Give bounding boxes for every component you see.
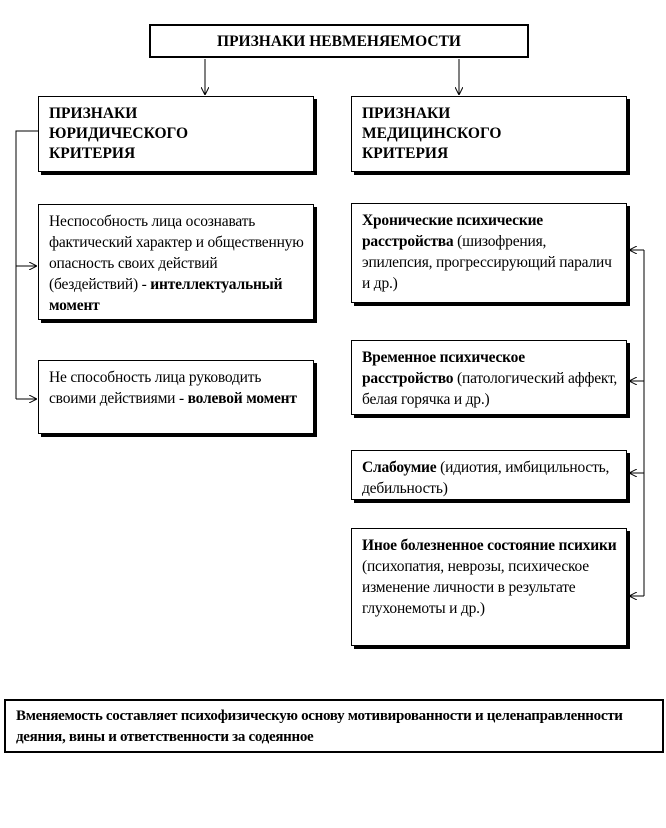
medical-item-text: (идиотия, имбицильность, дебильность) (362, 459, 610, 497)
title-box (149, 24, 529, 58)
medical-item-emphasis: Хронические психические расстройства (362, 212, 543, 250)
medical-item-emphasis: Временное психическое расстройство (362, 349, 525, 387)
medical-item-text: (патологический аффект, белая горячка и др.) (362, 370, 618, 408)
legal-item-emphasis: волевой момент (187, 390, 297, 407)
legal-header-line-2: ЮРИДИЧЕСКОГО (49, 125, 189, 142)
medical-criterion-header-box (351, 96, 627, 172)
footer-note: Вменяемость составляет психофизическую основу мотивированности и целенаправленности деяния, вины и ответственности за содеянное (16, 708, 623, 745)
legal-header-line-1: ПРИЗНАКИ (49, 105, 138, 122)
medical-item-text: (психопатия, неврозы, психическое изменение личности в результате глухонемоты и др.) (362, 558, 589, 617)
legal-criterion-header-box (38, 96, 314, 172)
legal-item-text: Неспособность лица осознавать фактический характер и общественную опасность своих действий (бездействий) - (49, 213, 304, 293)
legal-bracket (16, 131, 38, 399)
legal-item-text: Не способность лица руководить своими действиями - (49, 369, 262, 407)
medical-item-emphasis: Иное болезненное состояние психики (362, 537, 617, 554)
footer-note-box (4, 699, 664, 753)
medical-item-other (351, 528, 627, 646)
medical-item-chronic (351, 203, 627, 303)
medical-item-text: (шизофрения, эпилепсия, прогрессирующий паралич и др.) (362, 233, 612, 292)
legal-item-emphasis: интеллектуальный момент (49, 276, 283, 314)
medical-header-line-3: КРИТЕРИЯ (362, 145, 449, 162)
medical-header-line-1: ПРИЗНАКИ (362, 105, 451, 122)
diagram-title: ПРИЗНАКИ НЕВМЕНЯЕМОСТИ (217, 33, 461, 50)
legal-header-line-3: КРИТЕРИЯ (49, 145, 136, 162)
medical-item-dementia (351, 450, 627, 500)
medical-item-temporary (351, 340, 627, 415)
medical-item-emphasis: Слабоумие (362, 459, 437, 476)
legal-item-intellectual (38, 204, 314, 320)
medical-criterion-header (362, 104, 562, 164)
legal-criterion-header (49, 104, 249, 164)
medical-header-line-2: МЕДИЦИНСКОГО (362, 125, 502, 142)
legal-item-volitional (38, 360, 314, 434)
